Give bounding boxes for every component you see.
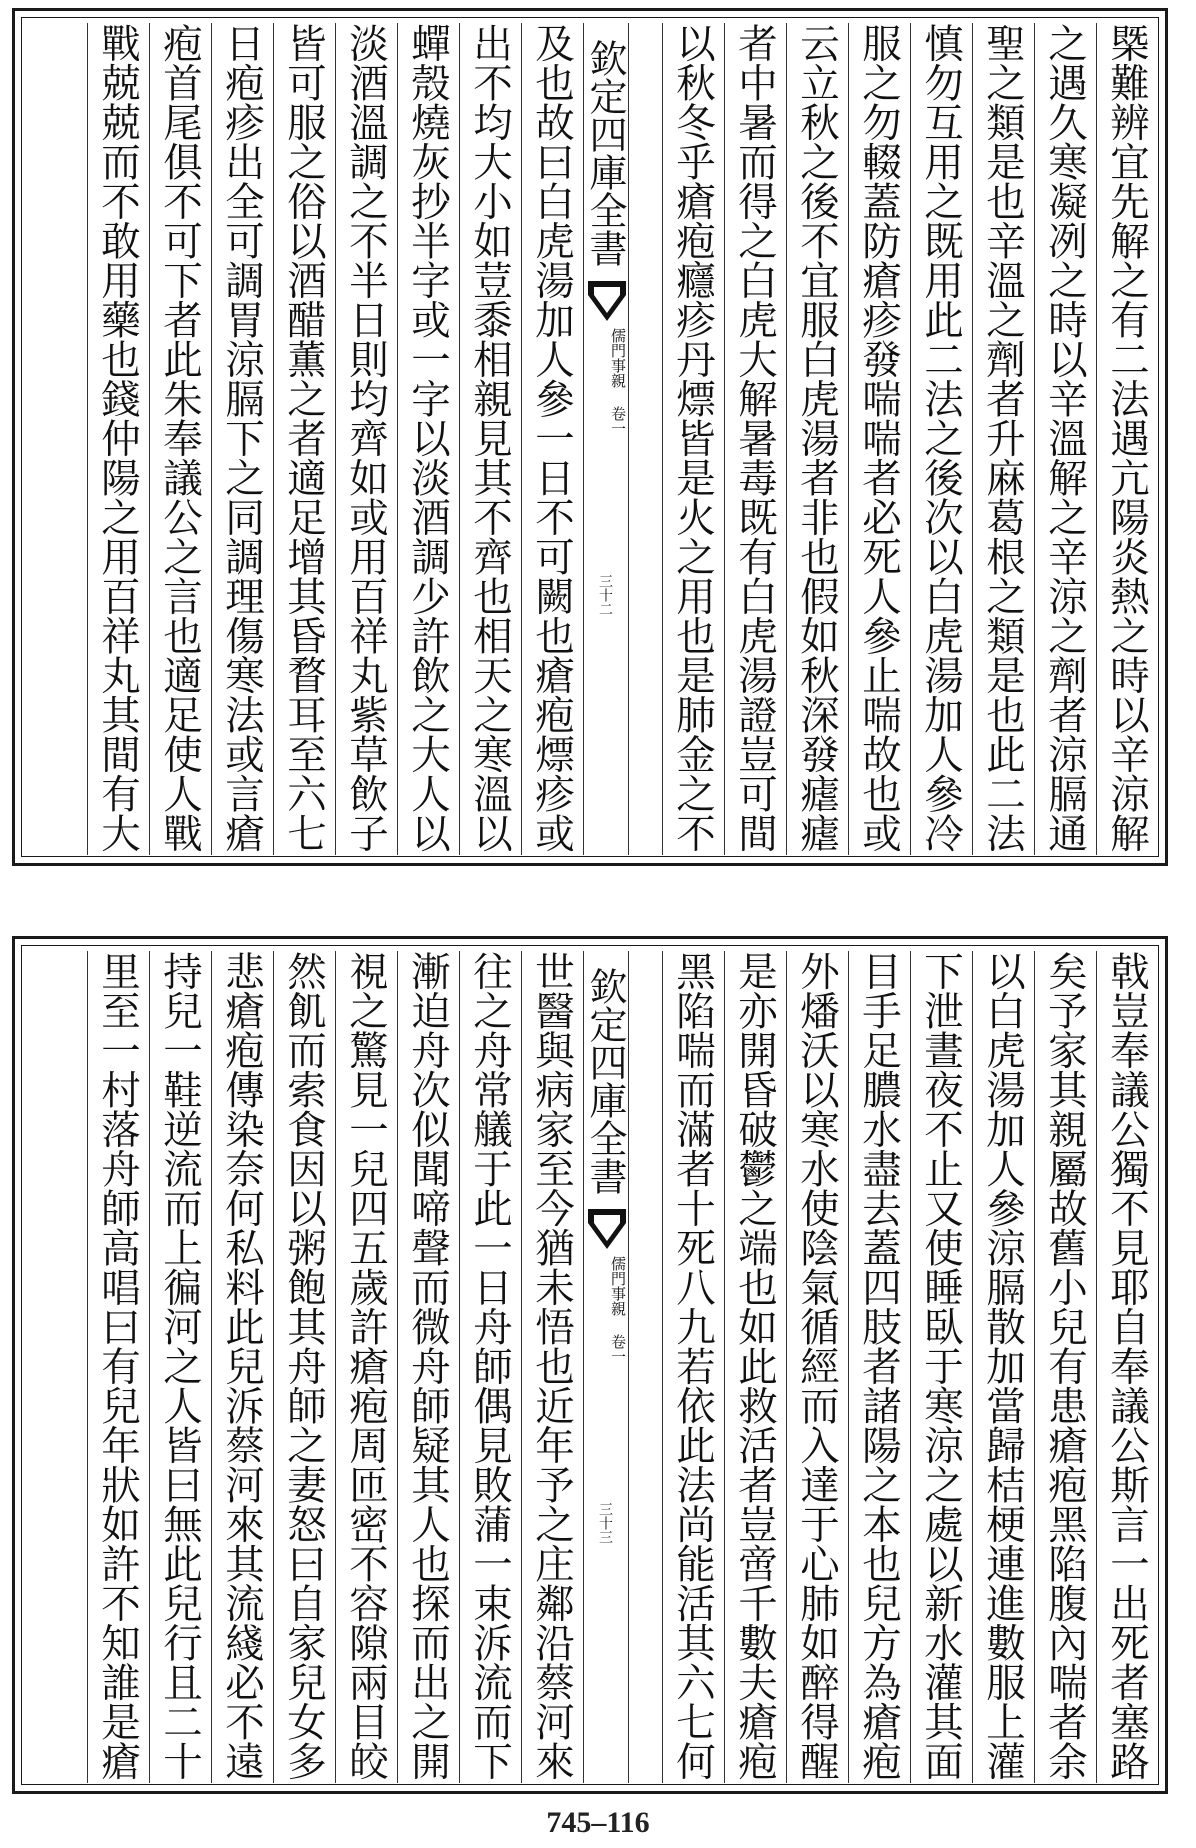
text-column: 持兒一鞋逆流而上徧河之人皆曰無此兒行且二十 [149,951,211,1783]
text-column: 戟豈奉議公獨不見耶自奉議公斯言一出死者塞路 [1096,951,1158,1783]
page-panel-bottom [12,936,1168,1794]
text-column: 矣予家其親屬故舊小兒有患瘡疱黑陷腹內喘者余 [1034,951,1096,1783]
book-series-title: 欽定四庫全書 [583,39,627,267]
book-name-volume [584,328,628,578]
text-column: 目手足膿水盡去蓋四肢者諸陽之本也兒方為瘡疱 [848,951,910,1783]
text-column: 以秋冬乎瘡疱癮疹丹熛皆是火之用也是肺金之不 [662,23,724,855]
book-name: 儒門事親 [609,328,627,388]
text-column: 疱首尾俱不可下者此朱奉議公之言也適足使人戰 [149,23,211,855]
book-name-volume [584,1256,628,1506]
book-series-title: 欽定四庫全書 [583,967,627,1195]
text-column: 服之勿輟蓋防瘡疹發喘喘者必死人參止喘故也或 [848,23,910,855]
page-number: 三十三 [597,1502,613,1544]
text-column: 之遇久寒凝冽之時以辛溫解之辛涼之劑者涼膈通 [1034,23,1096,855]
text-column: 皆可服之俗以酒醋薫之者適足增其昏瞀耳至六七 [273,23,335,855]
text-column: 漸迫舟次似聞啼聲而微舟師疑其人也探而出之開 [397,951,459,1783]
center-fold-column [583,951,629,1783]
text-column: 悲瘡疱傳染奈何私料此兒泝蔡河來其流綫必不遠 [211,951,273,1783]
center-fold-column [583,23,629,855]
text-column: 蟬殼燒灰抄半字或一字以淡酒調少許飲之大人以 [397,23,459,855]
text-column: 視之驚見一兒四五歲許瘡疱周匝密不容隙兩目皎 [335,951,397,1783]
fish-tail-mark-icon [588,281,626,321]
text-column: 下泄晝夜不止又使睡臥于寒涼之處以新水灌其面 [910,951,972,1783]
text-column: 以白虎湯加人參涼膈散加當歸桔梗連進數服上灌 [972,951,1034,1783]
book-name: 儒門事親 [609,1256,627,1316]
page-footer-number: 745–116 [546,1806,650,1839]
volume-label: 卷一 [609,406,627,436]
text-column: 外燔沃以寒水使陰氣循經而入達于心肺如醉得醒 [786,951,848,1783]
page-number: 三十二 [597,574,613,616]
text-column: 者中暑而得之白虎大解暑毒既有白虎湯證豈可間 [724,23,786,855]
text-column: 云立秋之後不宜服白虎湯者非也假如秋深發瘧瘧 [786,23,848,855]
text-column: 里至一村落舟師高唱曰有兒年狀如許不知誰是瘡 [87,951,149,1783]
text-column: 戰兢兢而不敢用藥也錢仲陽之用百祥丸其間有大 [87,23,149,855]
text-column: 黑陷喘而滿者十死八九若依此法尚能活其六七何 [662,951,724,1783]
text-column: 然飢而索食因以粥飽其舟師之妻怒曰自家兒女多 [273,951,335,1783]
text-column: 出不均大小如荳黍相親見其不齊也相天之寒溫以 [459,23,521,855]
text-column: 往之舟常艤于此一日舟師偶見敗蒲一束泝流而下 [459,951,521,1783]
fish-tail-mark-icon [588,1209,626,1249]
text-column: 聖之類是也辛溫之劑者升麻葛根之類是也此二法 [972,23,1034,855]
text-column: 槩難辨宜先解之有二法遇亢陽炎熱之時以辛涼解 [1096,23,1158,855]
text-column: 慎勿互用之既用此二法之後次以白虎湯加人參冷 [910,23,972,855]
volume-label: 卷一 [609,1334,627,1364]
text-column: 日疱疹出全可調胃涼膈下之同調理傷寒法或言瘡 [211,23,273,855]
text-column: 是亦開昏破鬱之端也如此救活者豈啻千數夫瘡疱 [724,951,786,1783]
text-column: 及也故曰白虎湯加人參一日不可闕也瘡疱熛疹或 [521,23,583,855]
text-column: 世醫與病家至今猶未悟也近年予之庄鄰沿蔡河來 [521,951,583,1783]
text-column: 淡酒溫調之不半日則均齊如或用百祥丸紫草飲子 [335,23,397,855]
page-panel-top [12,8,1168,866]
